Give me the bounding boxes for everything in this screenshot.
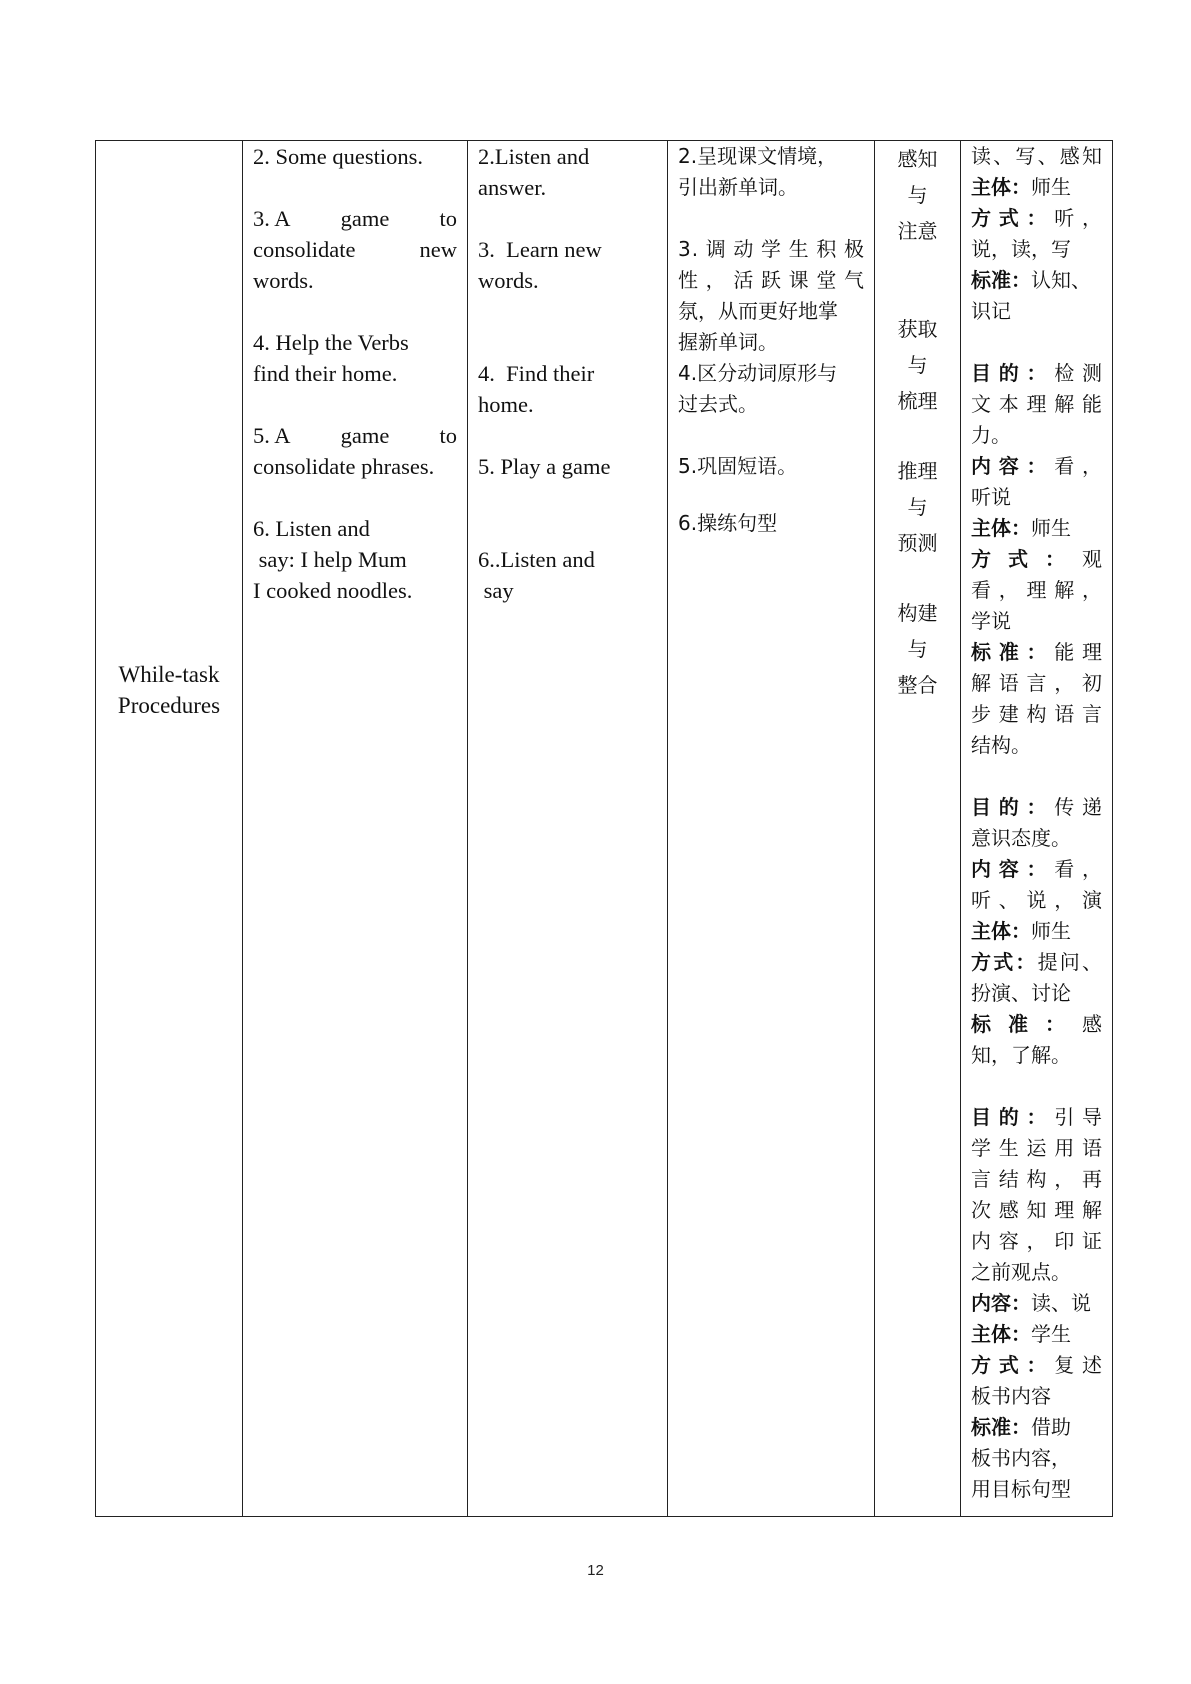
- competency-group-4: 构建 与 整合: [897, 601, 938, 697]
- assessment-cell: [961, 141, 1113, 1517]
- teacher-activity-6: 6. Listen and say: I help Mum I cooked noodles.: [253, 516, 413, 603]
- stage-cell: [96, 141, 243, 1517]
- assessment-block-3: 目的：引导 学生运用语 言结构，再 次感知理解 内容，印证 之前观点。 内容：读、说 主体：学生 方式：复述 板书内容 标准：借助 板书内容， 用目标句型: [971, 1105, 1102, 1501]
- teacher-activity-3: 3. A game to consolidate new words.: [253, 206, 457, 293]
- competency-group-2: 获取 与 梳理: [897, 317, 938, 413]
- table-row: [96, 141, 1113, 1517]
- design-intent-cell: [668, 141, 875, 1517]
- teacher-activity-2: 2. Some questions.: [253, 144, 424, 169]
- assessment-block-0: 读、写、感知 主体：师生 方式：听， 说，读，写 标准：认知、 识记: [971, 144, 1102, 323]
- student-activity-5: 5. Play a game: [478, 454, 611, 479]
- design-intent-4: 4.区分动词原形与 过去式。: [678, 361, 838, 416]
- stage-label: While-task Procedures: [117, 661, 221, 718]
- design-intent-3: 3.调动学生积极 性，活跃课堂气 氛，从而更好地掌 握新单词。: [678, 237, 865, 354]
- competency-cell: [875, 141, 961, 1517]
- teacher-activity-5: 5. A game to consolidate phrases.: [253, 423, 457, 479]
- design-intent-5: 5.巩固短语。: [678, 454, 798, 478]
- student-activity-6: 6..Listen and say: [478, 547, 595, 603]
- student-activity-2: 2.Listen and answer.: [478, 144, 590, 200]
- assessment-block-1: 目的：检测 文本理解能 力。 内容：看， 听说 主体：师生 方式：观 看，理解， 学说 标准：能理 解语言，初 步建构语言 结构。: [971, 361, 1102, 757]
- student-activities-cell: [468, 141, 668, 1517]
- student-activity-3: 3. Learn new words.: [478, 237, 602, 293]
- competency-group-3: 推理 与 预测: [897, 459, 938, 555]
- page-number: 12: [587, 1562, 604, 1579]
- design-intent-2: 2.呈现课文情境， 引出新单词。: [678, 144, 838, 199]
- teacher-activities-cell: [243, 141, 468, 1517]
- lesson-plan-table: [95, 140, 1113, 1517]
- student-activity-4: 4. Find their home.: [478, 361, 595, 417]
- teacher-activity-4: 4. Help the Verbs find their home.: [253, 330, 409, 386]
- design-intent-6: 6.操练句型: [678, 511, 778, 535]
- assessment-block-2: 目的：传递 意识态度。 内容：看， 听、说，演 主体：师生 方式：提问、 扮演、讨论 标准：感 知，了解。: [971, 795, 1103, 1067]
- competency-group-1: 感知 与 注意: [897, 147, 938, 243]
